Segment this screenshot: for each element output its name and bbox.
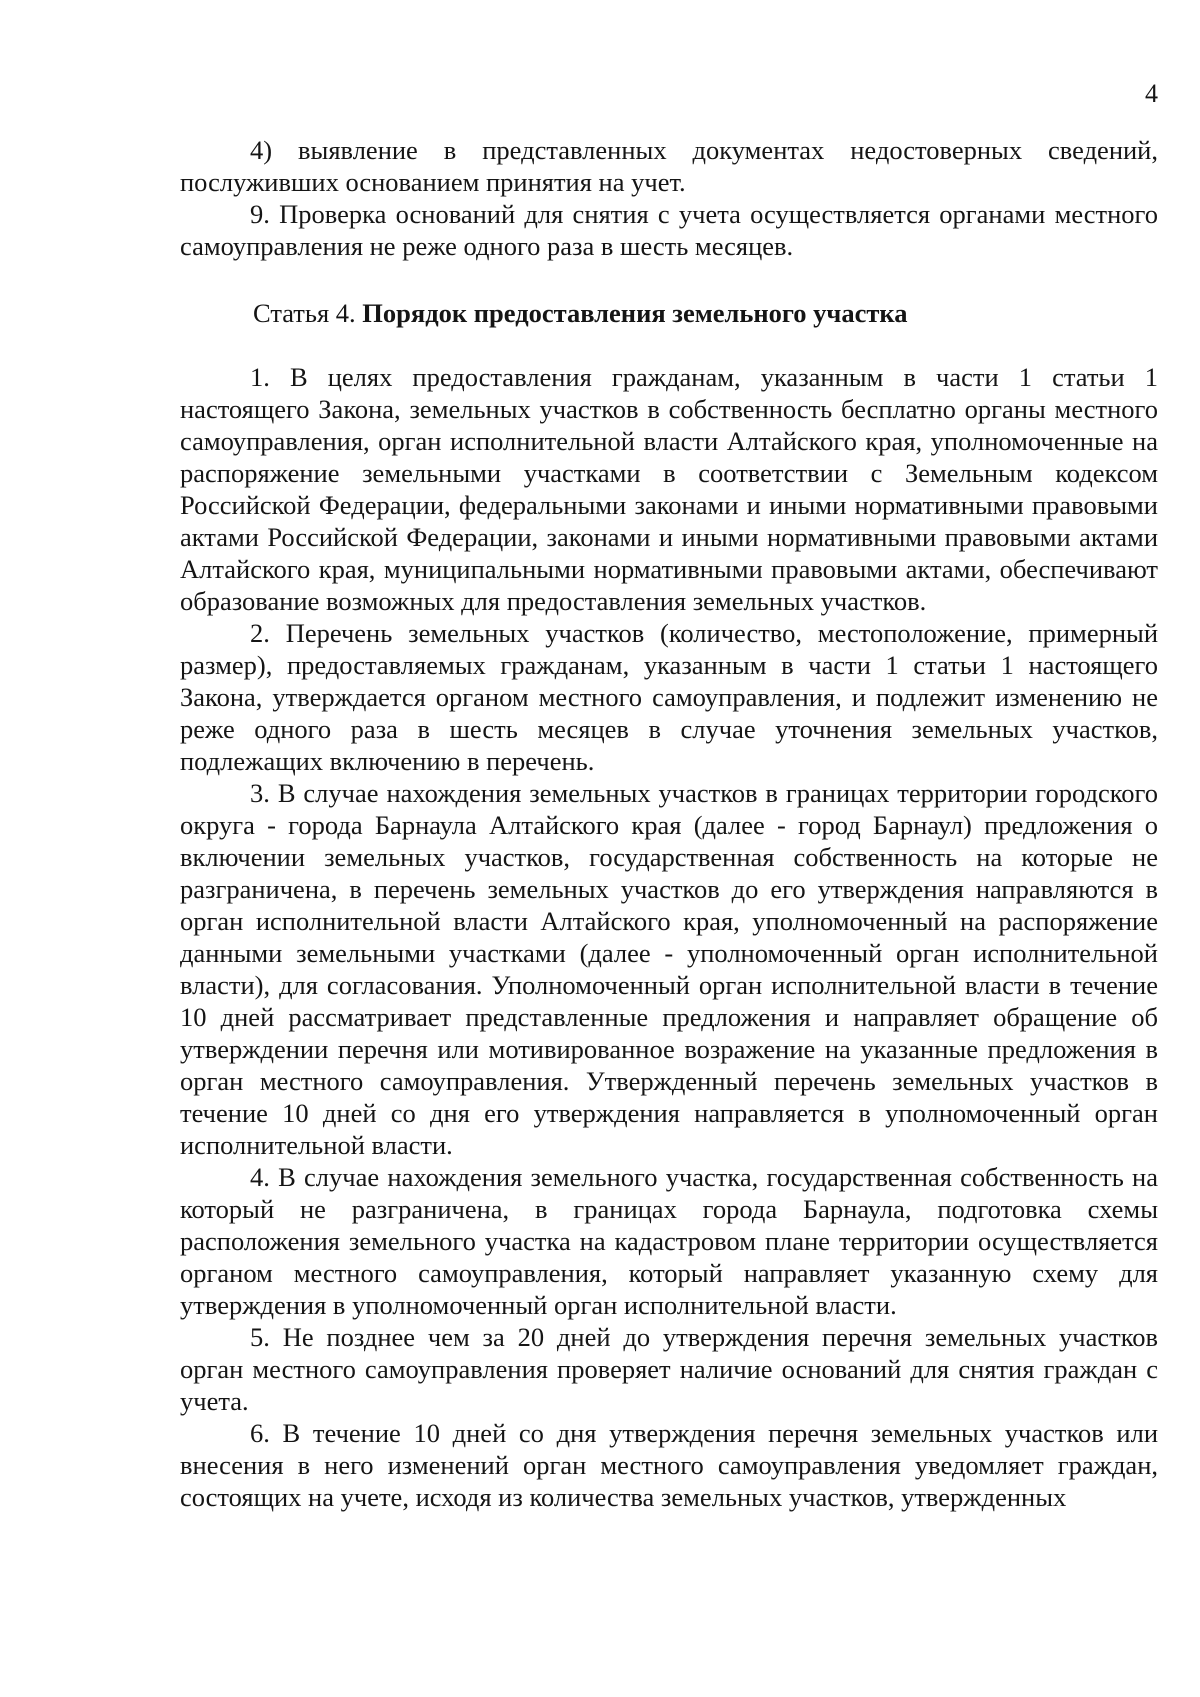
article-heading [180,297,1158,329]
article-prefix: Статья 4. [253,298,363,328]
paragraph: 9. Проверка оснований для снятия с учета осуществляется органами местного самоуправления не реже одного раза в шесть месяцев. [180,199,1158,261]
paragraph: 5. Не позднее чем за 20 дней до утверждения перечня земельных участков орган местного самоуправления проверяет наличие оснований для снятия граждан с учета. [180,1322,1158,1416]
article-title: Порядок предоставления земельного участка [362,298,908,328]
paragraph: 6. В течение 10 дней со дня утверждения перечня земельных участков или внесения в него изменений орган местного самоуправления уведомляет граждан, состоящих на учете, исходя из количества земельных участков, утвержденных [180,1418,1158,1512]
paragraph: 3. В случае нахождения земельных участков в границах территории городского округа - города Барнаула Алтайского края (далее - город Барнаул) предложения о включении земельных участков, государственная собственность на которые не разграничена, в перечень земельных участков до его утверждения направляются в орган исполнительной власти Алтайского края, уполномоченный на распоряжение данными земельными участками (далее - уполномоченный орган исполнительной власти), для согласования. Уполномоченный орган исполнительной власти в течение 10 дней рассматривает представленные предложения и направляет обращение об утверждении перечня или мотивированное возражение на указанные предложения в орган местного самоуправления. Утвержденный перечень земельных участков в течение 10 дней со дня его утверждения направляется в уполномоченный орган исполнительной власти. [180,778,1158,1160]
paragraph: 1. В целях предоставления гражданам, указанным в части 1 статьи 1 настоящего Закона, земельных участков в собственность бесплатно органы местного самоуправления, орган исполнительной власти Алтайского края, уполномоченные на распоряжение земельными участками в соответствии с Земельным кодексом Российской Федерации, федеральными законами и иными нормативными правовыми актами Российской Федерации, законами и иными нормативными правовыми актами Алтайского края, муниципальными нормативными правовыми актами, обеспечивают образование возможных для предоставления земельных участков. [180,362,1158,616]
paragraph: 4) выявление в представленных документах недостоверных сведений, послуживших основанием принятия на учет. [180,135,1158,197]
page-number: 4 [1145,79,1158,108]
document-body [180,134,1158,1513]
paragraph: 4. В случае нахождения земельного участка, государственная собственность на который не разграничена, в границах города Барнаула, подготовка схемы расположения земельного участка на кадастровом плане территории осуществляется органом местного самоуправления, который направляет указанную схему для утверждения в уполномоченный орган исполнительной власти. [180,1162,1158,1320]
paragraph: 2. Перечень земельных участков (количество, местоположение, примерный размер), предоставляемых гражданам, указанным в части 1 статьи 1 настоящего Закона, утверждается органом местного самоуправления, и подлежит изменению не реже одного раза в шесть месяцев в случае уточнения земельных участков, подлежащих включению в перечень. [180,618,1158,776]
